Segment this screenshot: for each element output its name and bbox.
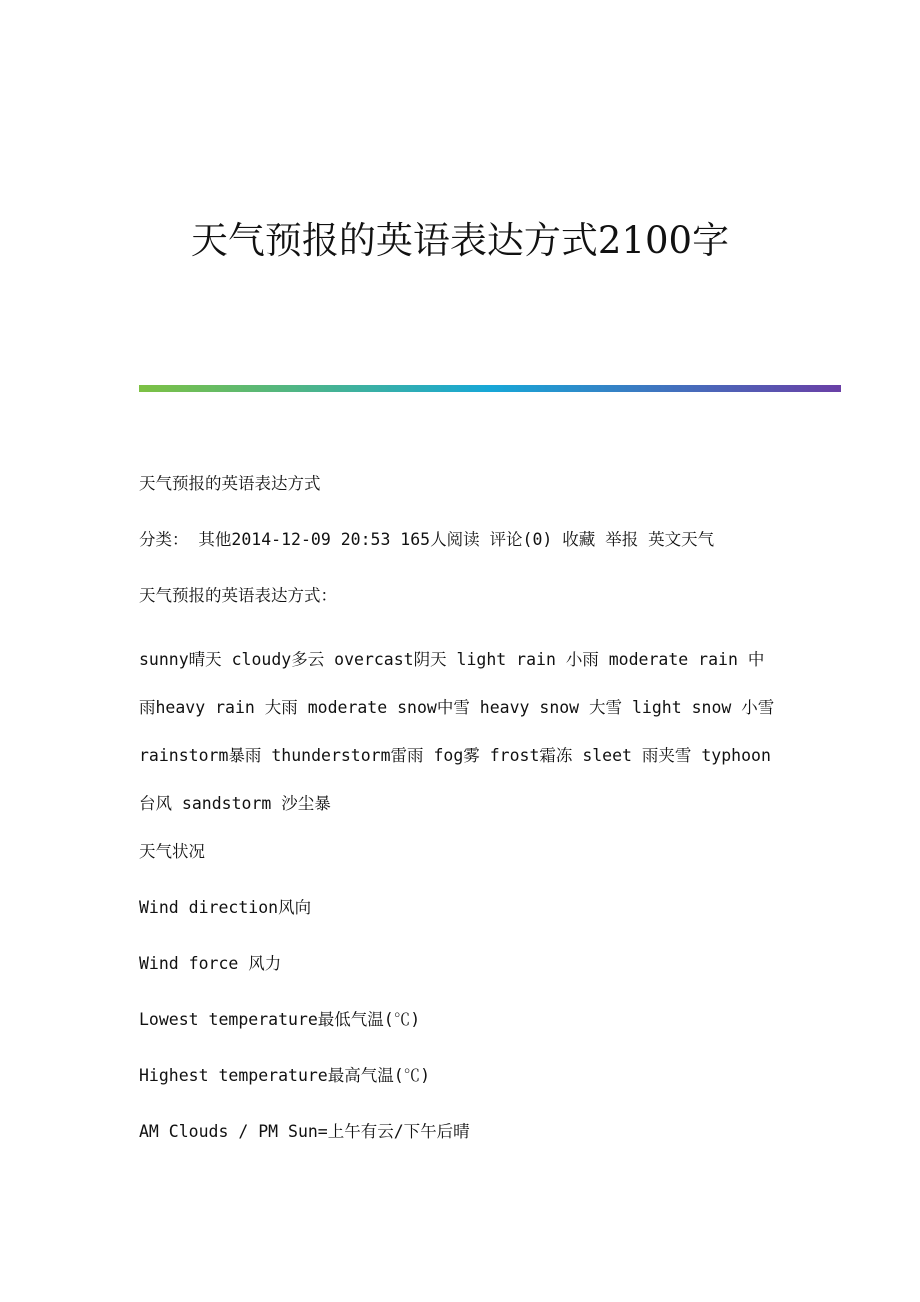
- body-heading: 天气预报的英语表达方式: [139, 474, 321, 493]
- vocab-line: 雨heavy rain 大雨 moderate snow中雪 heavy snow 大雪 light snow 小雪: [139, 698, 775, 717]
- vocab-line: rainstorm暴雨 thunderstorm雷雨 fog雾 frost霜冻 sleet 雨夹雪 typhoon: [139, 746, 771, 765]
- vocab-line: 台风 sandstorm 沙尘暴: [139, 794, 331, 813]
- document-title: 天气预报的英语表达方式2100字: [190, 219, 730, 262]
- divider-fill: [139, 385, 841, 392]
- document-body: [139, 468, 789, 1172]
- list-item: Wind force 风力: [139, 954, 282, 973]
- intro-line: 天气预报的英语表达方式：: [139, 586, 337, 605]
- meta-line: 分类： 其他2014-12-09 20:53 165人阅读 评论(0) 收藏 举报 英文天气: [139, 530, 715, 549]
- list-item: Wind direction风向: [139, 898, 312, 917]
- vocab-paragraph: [139, 636, 789, 828]
- list-item: Lowest temperature最低气温(℃): [139, 1010, 421, 1029]
- list-item: AM Clouds / PM Sun=上午有云/下午后晴: [139, 1122, 470, 1141]
- vocab-line: sunny晴天 cloudy多云 overcast阴天 light rain 小雨 moderate rain 中: [139, 650, 765, 669]
- gradient-divider: [139, 385, 841, 392]
- section-heading: 天气状况: [139, 842, 205, 861]
- list-item: Highest temperature最高气温(℃): [139, 1066, 431, 1085]
